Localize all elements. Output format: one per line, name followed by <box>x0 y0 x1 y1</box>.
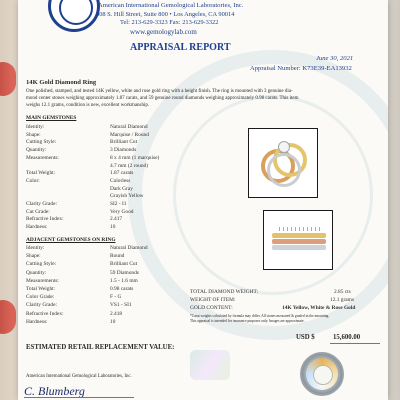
gemstone-row-label: Hardness: <box>26 318 48 325</box>
gemstone-row-value: 0.98 carats <box>110 286 134 292</box>
lab-website: www.gemologylab.com <box>130 28 197 36</box>
gemstone-row-value: 10 <box>110 318 116 325</box>
gemstone-row-value: Round <box>110 253 125 260</box>
gemstone-row-value: VS1 - SI1 <box>110 302 132 309</box>
total-diamond-weight-label: TOTAL DIAMOND WEIGHT: <box>190 289 259 295</box>
gemstone-row-label: Cutting Style: <box>26 261 57 268</box>
footnote: *Carat weights calculated by formula may differ. All stones measured & graded in the mounting. <box>190 314 330 318</box>
weight-of-item-value: 12.1 grams <box>330 297 354 303</box>
hologram-seal-icon <box>300 352 344 396</box>
footnote: This appraisal is intended for insurance purposes only. Images are approximate. <box>190 319 305 323</box>
item-description-line: One polished, stamped, and tested 14K yellow, white and rose gold ring with a height finish. The ring is mounted with 3 genuine dia- <box>26 89 293 94</box>
gemstone-row-label: Quantity: <box>26 269 47 276</box>
gemstone-row-label: Measurements: <box>26 277 59 284</box>
yellow-gold-band <box>272 233 326 238</box>
gemstone-row-value: 2.418 <box>110 310 123 317</box>
gemstone-row-value: Brilliant Cut <box>110 261 138 268</box>
white-gold-band <box>267 153 301 187</box>
gemstone-row-label: Measurements: <box>26 154 59 161</box>
white-gold-band <box>272 245 326 250</box>
gemstone-row-value: 1.5 - 1.6 mm <box>110 277 138 284</box>
gemstone-row-label: Cut Grade: <box>26 208 50 215</box>
fingertip-bottom <box>0 300 16 334</box>
appraisal-number: Appraisal Number: K73E39-EA13932 <box>250 65 352 72</box>
gemstone-row-value: Colorless <box>110 177 131 184</box>
retail-currency: USD $ <box>296 334 315 341</box>
signature: C. Blumberg <box>24 384 85 398</box>
gemstone-row-label: Refractive Index: <box>26 310 64 317</box>
gemstone-row-value: SI2 - I1 <box>110 201 127 207</box>
main-gemstones-heading: MAIN GEMSTONES <box>26 115 77 121</box>
ring-photo-top <box>248 128 318 198</box>
gemstone-row-label: Cutting Style: <box>26 139 57 146</box>
gemstone-row-value: Marquise / Round <box>110 131 149 138</box>
gemstone-row-value: Grayish Yellow <box>110 193 144 200</box>
lab-name: American International Gemological Laboratories, Inc. <box>98 2 244 9</box>
gemstone-row-label: Identity: <box>26 245 45 251</box>
gemstone-row-value: Brilliant Cut <box>110 139 138 146</box>
gemstone-row-value: Natural Diamond <box>110 245 148 251</box>
gemstone-row-label: Color Grade: <box>26 294 55 301</box>
gemstone-row-value: F - G <box>110 294 122 301</box>
lab-address: 608 S. Hill Street, Suite 800 • Los Angeles, CA 90014 <box>96 11 235 18</box>
gemstone-row-label: Color: <box>26 177 40 184</box>
gemstone-row-label: Clarity Grade: <box>26 201 57 207</box>
gemstone-row-value: 3 Diamonds <box>110 147 137 154</box>
item-description-line: weighs 12.1 grams, condition is new, excellent workmanship. <box>26 103 150 108</box>
appraisal-document <box>18 0 388 400</box>
gemstone-row-label: Quantity: <box>26 147 47 154</box>
adjacent-gemstones-heading: ADJACENT GEMSTONES ON RING <box>26 237 116 243</box>
gemstone-row-value: 10 <box>110 224 116 231</box>
gemstone-row-label: Hardness: <box>26 224 48 231</box>
gemstone-row-label: Clarity Grade: <box>26 302 57 309</box>
diamond-row <box>276 227 322 231</box>
rose-gold-band <box>272 239 326 244</box>
item-description-line: mond center stones weighing approximately 1.87 carats, and 59 genuine round diamonds weighing approximately 0.98 carats. This item <box>26 96 299 101</box>
item-title: 14K Gold Diamond Ring <box>26 79 97 86</box>
lab-phone: Tel: 213-629-3323 Fax: 213-629-3322 <box>120 19 219 26</box>
gemstone-row-label: Refractive Index: <box>26 216 64 223</box>
gemstone-row-label: Shape: <box>26 131 41 138</box>
weight-of-item-label: WEIGHT OF ITEM: <box>190 297 236 303</box>
amount-underline <box>330 343 380 344</box>
gold-content-label: GOLD CONTENT: <box>190 305 233 311</box>
gemstone-row-value: Very Good <box>110 208 134 215</box>
footer-lab-name: American International Gemological Laboratories, Inc. <box>26 374 132 379</box>
gemstone-row-value: Dark Gray <box>110 185 133 192</box>
gemstone-row-value: 59 Diamonds <box>110 269 139 276</box>
gemstone-row-value: Natural Diamond <box>110 124 148 130</box>
gemstone-row-value: 2.417 <box>110 216 123 223</box>
fingertip-top <box>0 62 16 96</box>
report-date: June 30, 2021 <box>316 55 354 62</box>
retail-value-label: ESTIMATED RETAIL REPLACEMENT VALUE: <box>26 344 175 351</box>
signature-line <box>24 397 134 398</box>
gemstone-row-value: 1.87 carats <box>110 170 134 177</box>
report-title: APPRAISAL REPORT <box>130 42 231 53</box>
gemstone-row-value: 8 x 4 mm (1 marquise) <box>110 154 160 161</box>
gemstone-row-value: 4.7 mm (2 round) <box>110 162 149 169</box>
gemstone-row-label: Total Weight: <box>26 170 56 177</box>
total-diamond-weight-value: 2.85 cts <box>334 289 351 295</box>
gemstone-row-label: Shape: <box>26 253 41 260</box>
gold-content-value: 14K Yellow, White & Rose Gold <box>282 305 356 311</box>
hologram-sticker <box>190 350 230 380</box>
gemstone-row-label: Identity: <box>26 124 45 130</box>
lab-seal-logo <box>48 0 100 32</box>
ring-photo-bottom <box>263 210 333 270</box>
retail-amount: 15,600.00 <box>333 334 361 341</box>
gemstone-row-label: Total Weight: <box>26 286 56 292</box>
diamond-icon <box>278 141 290 153</box>
